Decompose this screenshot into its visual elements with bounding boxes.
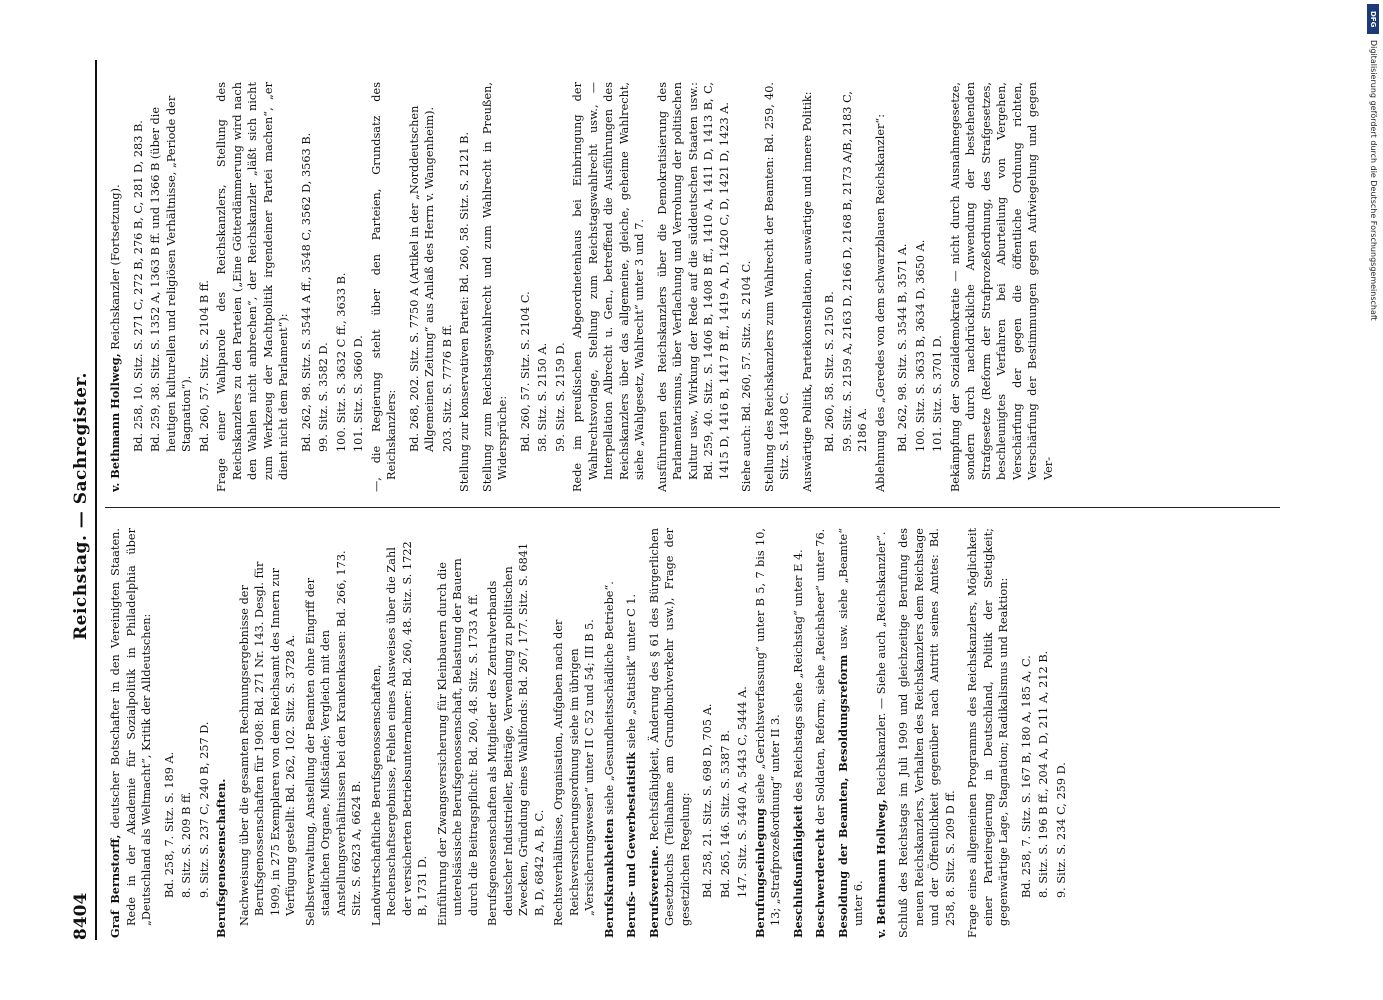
running-head: Reichstag. — Sachregister. — [71, 372, 91, 640]
entry-text: Frage eines allgemeinen Programms des Reichskanzlers, Möglichkeit einer Parteiregierung in Deutschland, Politik der Stetigkeit; gegenwärtige Lage, Stagnation; Radikalismus und Reaktion: — [966, 528, 1010, 938]
index-entry — [948, 82, 1057, 492]
entry-heading: Beschwerderecht — [813, 828, 827, 938]
index-entry — [602, 528, 618, 938]
sub-entry: Berufsgenossenschaften als Mitglieder des Zentralverbands deutscher Industrieller, Beiträge, Verwendung zu politischen Zwecken, Gründung eines Wahlfonds: Bd. 267, 177. Sitz. S. 6841 B, D, 6842 A, B, C. — [486, 542, 546, 926]
entry-text: Ausführungen des Reichskanzlers über die Demokratisierung des Parlamentarismus, über Verflachung und Verrohung der politischen Kultur usw., Wirkung der Rede auf die süddeutschen Staaten usw.: Bd. 259, 40. Sitz. S. 1406 B, 1408 B ff., 1410 A, 1411 D, 1413 B, C, 1415 D, 1416 B, 1417 B ff., 1419 A, D, 1420 C, D, 1421 D, 1423 A. — [655, 82, 731, 492]
column-divider — [105, 507, 1280, 508]
index-entry — [655, 82, 733, 492]
entry-heading: Besoldung der Beamten, Besoldungsreform — [835, 654, 850, 938]
entry-heading: v. Bethmann Hollweg, — [108, 353, 122, 492]
entry-heading: Berufsvereine. — [646, 845, 661, 938]
sub-entry: Nachweisung über die gesamten Rechnungsergebnisse der Berufsgenossenschaften für 1908: Bd. 271 Nr. 143. Desgl. für 1909, in 275 Exemplaren von dem Reichsamt des Innern zur Verfügung gestellt: Bd. 262, 102. Sitz. S. 3728 A. — [237, 561, 297, 926]
page-number: 8404 — [71, 892, 91, 940]
entry-text: Reichskanzler (Fortsetzung). — [109, 184, 122, 350]
entry-text: Schluß des Reichstags im Juli 1909 und gleichzeitige Berufung des neuen Reichskanzlers, Verhalten des Reichskanzlers dem Reichstage und der Öffentlichkeit gegenüber nach Antritt seines Amtes: Bd. 258, 8. Sitz. S. 209 D ff. — [897, 528, 957, 938]
sub-entry: Landwirtschaftliche Berufsgenossenschaften, Rechenschaftsergebnisse, Fehlen eines Ausweises über die Zahl der versicherten Betriebsunternehmer: Bd. 260, 48. Sitz. S. 1722 B, 1731 D. — [369, 541, 429, 926]
page-reference: Bd. 260, 57. Sitz. S. 2104 B ff. — [197, 279, 211, 452]
entry-text: Stellung des Reichskanzlers zum Wahlrecht der Beamten: Bd. 259, 40. Sitz. S. 1408 C. — [762, 82, 791, 492]
page-reference: Bd. 259, 38. Sitz. S. 1352 A, 1363 B ff. und 1366 B (über die heutigen kulturellen und religiösen Verhältnisse, „Periode der Stagnation“). — [149, 95, 193, 452]
page-reference: Bd. 262, 98. Sitz. S. 3544 A ff., 3548 C, 3562 D, 3563 B. — [299, 132, 313, 452]
page-reference: 100. Sitz. S. 3633 B, 3634 D, 3650 A. — [913, 239, 927, 452]
page-reference: 59. Sitz. S. 2159 A, 2163 D, 2166 D, 2168 B, 2173 A/B, 2183 C, 2186 A. — [840, 91, 869, 452]
page-header — [55, 60, 97, 940]
page-reference: 203. Sitz. S. 7776 B ff. — [440, 324, 454, 452]
page-reference: 101. Sitz. S. 3660 D. — [352, 335, 365, 452]
page-reference: Bd. 258, 21. Sitz. S. 698 D, 705 A. — [701, 703, 714, 898]
entry-text: deutscher Botschafter in den Vereinigten Staaten. Rede in der Akademie für Sozialpolitik in Philadelphia über „Deutschland als Weltmacht“, Kritik der Alldeutschen: — [109, 528, 153, 926]
page-reference: Bd. 260, 57. Sitz. S. 2104 C. — [518, 291, 532, 452]
index-entry — [813, 528, 829, 938]
sub-entry: Rechtsverhältnisse, Organisation, Aufgaben nach der Reichsversicherungsordnung siehe im übrigen „Versicherungswesen“ unter II C 52 und 54; III B 5. — [552, 619, 596, 926]
index-entry — [624, 528, 640, 938]
index-entry — [214, 82, 292, 492]
entry-text: Ablehnung des „Geredes von dem schwarzblauen Reichskanzler“: — [873, 114, 887, 492]
index-entry — [762, 82, 793, 492]
entry-text: siehe „Gesundheitsschädliche Betriebe“. — [602, 581, 616, 815]
sub-entry: Einführung der Zwangsversicherung für Kleinbauern durch die unterelsässische Berufsgenossenschaft, Belastung der Bauern durch die Beitragspflicht: Bd. 260, 48. Sitz. S. 1733 A ff. — [435, 558, 480, 926]
page-reference: Bd. 265, 146. Sitz. S. 5387 B. — [718, 730, 732, 898]
index-entry — [108, 528, 155, 938]
index-entry — [896, 528, 958, 938]
index-entry — [570, 82, 648, 492]
entry-heading: Berufsgenossenschaften. — [214, 778, 228, 938]
page-reference: 101. Sitz. S. 3701 D. — [931, 335, 944, 452]
entry-text: Stellung zum Reichstagswahlrecht und zum Wahlrecht in Preußen, Widersprüche: — [480, 82, 509, 492]
entry-text: Bekämpfung der Sozialdemokratie — nicht durch Ausnahmegesetze, sondern durch nachdrückliche Anwendung der bestehenden Strafgesetze (Reform der Strafprozeßordnung, des Strafgesetzes, beschleunigtes Verfahren bei Aburteilung von Vergehen, Verschärfung der gegen die öffentliche Ordnung richten, Verschärfung der Bestimmungen gegen Aufwiegelung und gegen Ver- — [948, 82, 1055, 492]
page-reference: Bd. 258, 7. Sitz. S. 189 A. — [162, 751, 176, 898]
entry-heading: v. Bethmann Hollweg, — [873, 799, 888, 938]
dfg-strip — [1365, 4, 1381, 996]
entry-heading: Berufs- und Gewerbestatistik — [624, 752, 638, 938]
dfg-notice: Digitalisierung gefördert durch die Deutsche Forschungsgemeinschaft — [1369, 40, 1378, 321]
page-reference: Bd. 268, 202. Sitz. S. 7750 A (Artikel in der „Norddeutschen Allgemeinen Zeitung“ aus Anlaß des Herrn v. Wangenheim). — [407, 105, 436, 452]
entry-text: Stellung zur konservativen Partei: Bd. 260, 58. Sitz. S. 2121 B. — [458, 131, 471, 492]
entry-heading: Berufskrankheiten — [601, 818, 616, 938]
page-reference: 8. Sitz. S. 209 B ff. — [180, 791, 193, 898]
index-entry — [214, 528, 230, 938]
page-reference: Bd. 258, 10. Sitz. S. 271 C, 272 B, 276 B, C, 281 D, 283 B. — [131, 120, 145, 452]
index-entry — [836, 528, 867, 938]
index-entry — [753, 528, 784, 938]
page-reference: Bd. 258, 7. Sitz. S. 167 B, 180 A, 185 A, C. — [1019, 655, 1033, 898]
entry-text: Auswärtige Politik, Parteikonstellation, auswärtige und innere Politik: — [800, 91, 814, 492]
entry-text: siehe „Statistik“ unter C 1. — [625, 593, 638, 749]
entry-text: —, die Regierung steht über den Parteien, Grundsatz des Reichskanzlers: — [369, 82, 398, 492]
entry-text: Frage einer Wahlparole des Reichskanzlers, Stellung des Reichskanzlers zu den Parteien („Eine Götterdämmerung wird nach den Wahlen nicht anbrechen“, der Reichskanzler „läßt sich nicht zum Werkzeug der Machtpolitik irgendeiner Partei machen“, „er dient nicht dem Parlament“): — [215, 82, 290, 492]
entry-text: Rede im preußischen Abgeordnetenhaus bei Einbringung der Wahlrechtsvorlage, Stellung zum Reichstagswahlrecht usw., — Interpellation Albrecht u. Gen., betreffend die Ausführungen des Reichskanzlers über das allgemeine, gleiche, geheime Wahlrecht, siehe „Wahlgesetz, Wahlrecht“ unter 3 und 7. — [571, 82, 646, 492]
entry-text: siehe „Gerichtsverfassung“ unter B 5, 7 bis 10, 13; „Strafprozeßordnung“ unter II 3. — [753, 528, 782, 926]
index-entry — [965, 528, 1012, 938]
index-entry — [480, 82, 511, 492]
entry-text: usw. siehe „Beamte“ unter 6. — [836, 528, 865, 926]
index-entry — [739, 82, 755, 492]
index-entry — [873, 82, 889, 492]
page-reference: 99. Sitz. S. 3582 D. — [317, 342, 330, 452]
entry-heading: Graf Bernstorff, — [108, 834, 122, 938]
index-entry — [647, 528, 694, 938]
entry-text: des Reichstags siehe „Reichstag“ unter E 4. — [791, 549, 805, 802]
sub-entry: Selbstverwaltung, Anstellung der Beamten ohne Eingriff der staatlichen Organe, Mißstände; Vergleich mit den Anstellungsverhältnissen bei den Krankenkassen: Bd. 266, 173. Sitz. S. 6623 A, 6624 B. — [303, 550, 363, 926]
index-entry — [800, 82, 816, 492]
index-entry — [369, 82, 400, 492]
page-reference: 9. Sitz. S. 234 C, 259 D. — [1054, 762, 1068, 898]
entry-text: Rechtsfähigkeit, Änderung des § 61 des Bürgerlichen Gesetzbuchs (Teilnahme am Grundbuchverkehr usw.), Frage der gesetzlichen Regelung: — [647, 528, 692, 926]
page-reference: 147. Sitz. S. 5440 A, 5443 C, 5444 A. — [736, 686, 749, 898]
page-reference: 100. Sitz. S. 3632 C ff., 3633 B. — [334, 272, 348, 452]
entry-heading: Berufungseinlegung — [752, 808, 767, 938]
page-reference: Bd. 262, 98. Sitz. S. 3544 B, 3571 A. — [896, 243, 909, 452]
entry-text: Siehe auch: Bd. 260, 57. Sitz. S. 2104 C. — [740, 260, 753, 492]
right-column — [108, 82, 1278, 492]
index-entry — [108, 82, 124, 492]
index-entry — [791, 528, 807, 938]
page-reference: 8. Sitz. S. 196 B ff., 204 A, D, 211 A, 212 B. — [1037, 650, 1050, 898]
dfg-logo: DFG — [1367, 4, 1379, 34]
entry-heading: Beschlußunfähigkeit — [790, 805, 805, 938]
page-reference: 9. Sitz. S. 237 C, 240 B, 257 D. — [197, 721, 211, 898]
index-entry — [874, 528, 890, 938]
entry-text: Reichskanzler. — Siehe auch „Reichskanzler“. — [874, 531, 888, 796]
entry-text: der Soldaten, Reform, siehe „Reichsheer“ unter 76. — [814, 528, 827, 825]
page-reference: 59. Sitz. S. 2159 D. — [553, 342, 567, 452]
page-reference: Bd. 260, 58. Sitz. S. 2150 B. — [823, 291, 836, 452]
left-column — [108, 528, 1278, 938]
index-entry — [457, 82, 473, 492]
page-reference: 58. Sitz. S. 2150 A. — [536, 342, 549, 452]
